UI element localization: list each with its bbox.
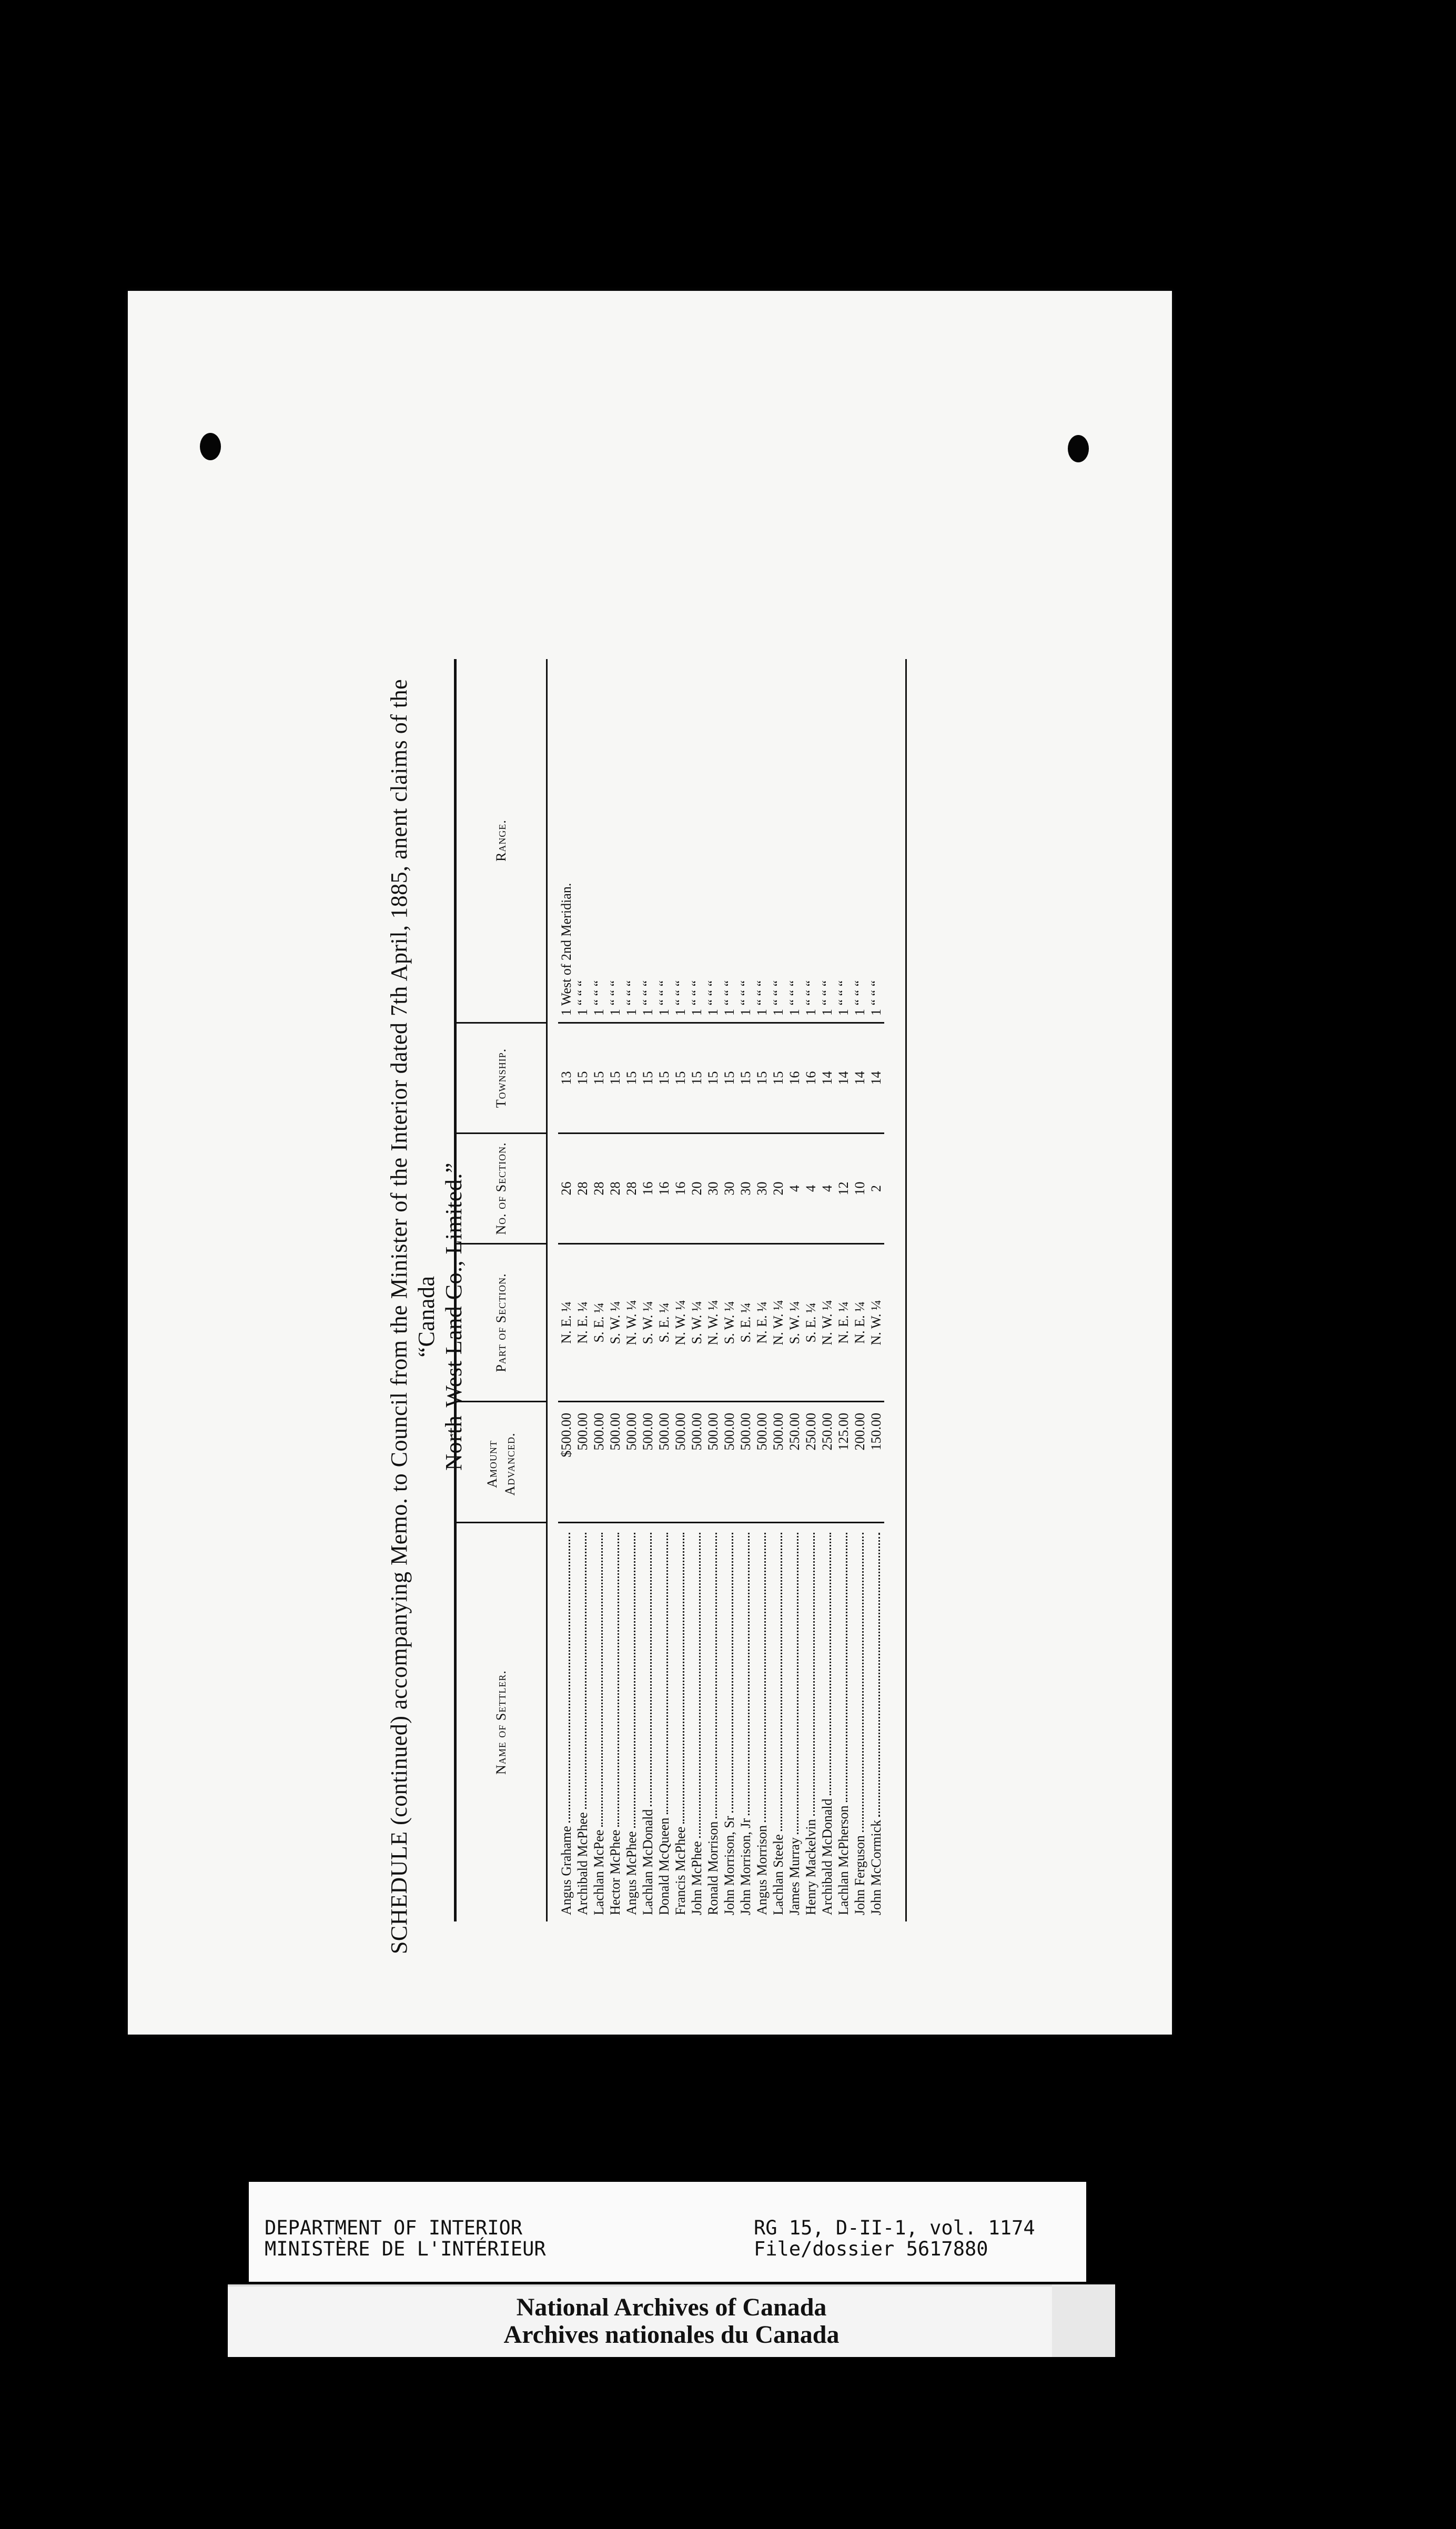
cell-name	[656, 1522, 672, 1921]
header-township: Township.	[457, 1022, 546, 1132]
cell-part: N. E. ¼	[754, 1243, 770, 1401]
cell-township: 15	[689, 1022, 705, 1132]
cell-range: 1 “ “ “	[591, 980, 606, 1016]
archives-label	[228, 2284, 1115, 2357]
table-row	[770, 659, 786, 1921]
cell-township: 14	[852, 1022, 868, 1132]
settler-name: Archibald McDonald	[820, 1798, 835, 1915]
cell-township: 15	[721, 1022, 737, 1132]
settler-name: Hector McPhee	[608, 1829, 623, 1915]
cell-section: 16	[672, 1132, 689, 1243]
cell-section: 20	[770, 1132, 786, 1243]
cell-part: N. W. ¼	[770, 1243, 786, 1401]
cell-name	[558, 1522, 574, 1921]
settler-name: Angus Morrison	[754, 1825, 770, 1915]
table-row	[786, 659, 803, 1921]
cell-part: S. W. ¼	[721, 1243, 737, 1401]
archives-french: Archives nationales du Canada	[503, 2321, 840, 2349]
cell-range: 1 “ “ “	[640, 980, 655, 1016]
cell-range: 1 West of 2nd Meridian.	[559, 883, 574, 1016]
cell-name	[672, 1522, 689, 1921]
cell-range: 1 “ “ “	[738, 980, 753, 1016]
department-label	[249, 2182, 1086, 2282]
cell-range: 1 “ “ “	[656, 980, 672, 1016]
title-line-1: SCHEDULE (continued) accompanying Memo. to Council from the Minister of the Interior dated 7th April, 1885, anent claims of the “Canada	[386, 679, 439, 1955]
dept-english: DEPARTMENT OF INTERIOR	[265, 2217, 523, 2239]
dot-leader	[562, 1533, 570, 1823]
settler-name: John McCormick	[868, 1819, 884, 1915]
dot-leader	[611, 1533, 619, 1827]
cell-range: 1 “ “ “	[705, 980, 721, 1016]
cell-amount: 500.00	[623, 1401, 640, 1522]
cell-range: 1 “ “ “	[754, 980, 770, 1016]
cell-township: 15	[574, 1022, 591, 1132]
dot-leader	[823, 1533, 831, 1795]
cell-name	[640, 1522, 656, 1921]
table-row	[705, 659, 721, 1921]
cell-amount: 500.00	[656, 1401, 672, 1522]
cell-range: 1 “ “ “	[836, 980, 851, 1016]
cell-section: 4	[819, 1132, 835, 1243]
table-row	[672, 659, 689, 1921]
cell-part: S. E. ¼	[591, 1243, 607, 1401]
table-row	[689, 659, 705, 1921]
cell-township: 15	[705, 1022, 721, 1132]
settler-name: Lachlan McPee	[591, 1829, 606, 1915]
reference-file: File/dossier 5617880	[754, 2238, 988, 2260]
dot-leader	[595, 1533, 603, 1827]
cell-section: 28	[607, 1132, 623, 1243]
table-row	[868, 659, 884, 1921]
table-row	[591, 659, 607, 1921]
header-section: No. of Section.	[457, 1132, 546, 1243]
cell-range: 1 “ “ “	[852, 980, 867, 1016]
cell-name	[737, 1522, 754, 1921]
table-row	[721, 659, 737, 1921]
dot-leader	[742, 1533, 750, 1815]
settler-name: Ronald Morrison	[705, 1821, 721, 1915]
settler-name: Archibald McPhee	[575, 1812, 590, 1915]
cell-name	[591, 1522, 607, 1921]
dot-leader	[758, 1533, 766, 1822]
cell-name	[819, 1522, 835, 1921]
cell-township: 16	[803, 1022, 819, 1132]
cell-range: 1 “ “ “	[722, 980, 737, 1016]
cell-name	[705, 1522, 721, 1921]
cell-part: S. E. ¼	[656, 1243, 672, 1401]
cell-section: 4	[803, 1132, 819, 1243]
rotated-schedule	[386, 449, 1122, 1974]
table-row	[558, 659, 574, 1921]
cell-amount: 500.00	[754, 1401, 770, 1522]
table-row	[819, 659, 835, 1921]
cell-township: 15	[623, 1022, 640, 1132]
cell-name	[607, 1522, 623, 1921]
cell-part: S. W. ¼	[689, 1243, 705, 1401]
settler-name: John McPhee	[689, 1841, 704, 1915]
settler-name: Lachlan McDonald	[640, 1809, 655, 1915]
document-page	[128, 291, 1172, 2035]
cell-name	[689, 1522, 705, 1921]
table-row	[835, 659, 852, 1921]
cell-part: N. E. ¼	[852, 1243, 868, 1401]
table-row	[656, 659, 672, 1921]
table-row	[754, 659, 770, 1921]
dot-leader	[693, 1533, 701, 1838]
cell-part: N. W. ¼	[819, 1243, 835, 1401]
cell-part: N. W. ¼	[868, 1243, 884, 1401]
cell-name	[721, 1522, 737, 1921]
cell-township: 14	[819, 1022, 835, 1132]
header-part: Part of Section.	[457, 1243, 546, 1401]
cell-township: 15	[770, 1022, 786, 1132]
cell-township: 14	[835, 1022, 852, 1132]
cell-part: N. W. ¼	[672, 1243, 689, 1401]
cell-township: 15	[607, 1022, 623, 1132]
settler-name: Angus McPhee	[624, 1831, 639, 1915]
dot-leader	[725, 1533, 733, 1813]
cell-part: S. E. ¼	[803, 1243, 819, 1401]
cell-section: 16	[640, 1132, 656, 1243]
cell-section: 30	[754, 1132, 770, 1243]
cell-name	[835, 1522, 852, 1921]
dot-leader	[807, 1533, 815, 1816]
cell-name	[623, 1522, 640, 1921]
header-range: Range.	[493, 820, 509, 862]
cell-section: 30	[705, 1132, 721, 1243]
cell-amount: 125.00	[835, 1401, 852, 1522]
cell-amount: 500.00	[689, 1401, 705, 1522]
cell-section: 28	[623, 1132, 640, 1243]
table-bottom-rule	[905, 659, 907, 1921]
cell-name	[574, 1522, 591, 1921]
punch-hole	[200, 433, 221, 460]
cell-section: 28	[591, 1132, 607, 1243]
cell-range: 1 “ “ “	[608, 980, 623, 1016]
cell-range: 1 “ “ “	[771, 980, 786, 1016]
cell-part: N. W. ¼	[705, 1243, 721, 1401]
cell-range: 1 “ “ “	[803, 980, 818, 1016]
settler-name: John Ferguson	[852, 1835, 867, 1915]
cell-township: 15	[737, 1022, 754, 1132]
cell-range: 1 “ “ “	[868, 980, 884, 1016]
cell-amount: $500.00	[558, 1401, 574, 1522]
cell-section: 20	[689, 1132, 705, 1243]
cell-section: 26	[558, 1132, 574, 1243]
cell-amount: 500.00	[574, 1401, 591, 1522]
dot-leader	[791, 1533, 798, 1834]
cell-part: N. E. ¼	[558, 1243, 574, 1401]
settler-name: James Murray	[787, 1837, 802, 1915]
dot-leader	[872, 1533, 880, 1817]
reference-volume: RG 15, D-II-1, vol. 1174	[754, 2217, 1035, 2239]
cell-amount: 250.00	[819, 1401, 835, 1522]
dot-leader	[660, 1533, 668, 1814]
table-body	[548, 659, 905, 1921]
settler-name: Francis McPhee	[673, 1826, 688, 1915]
cell-part: N. E. ¼	[835, 1243, 852, 1401]
table-row	[737, 659, 754, 1921]
settler-name: John Morrison, Sr	[722, 1816, 737, 1915]
cell-range: 1 “ “ “	[624, 980, 639, 1016]
header-name: Name of Settler.	[457, 1522, 546, 1921]
cell-part: S. W. ¼	[607, 1243, 623, 1401]
table-row	[574, 659, 591, 1921]
cell-part: S. W. ¼	[786, 1243, 803, 1401]
dept-french: MINISTÈRE DE L'INTÉRIEUR	[265, 2238, 546, 2260]
cell-section: 16	[656, 1132, 672, 1243]
dot-leader	[579, 1533, 587, 1809]
settler-name: Angus Grahame	[559, 1826, 574, 1915]
dot-leader	[856, 1533, 864, 1832]
cell-township: 14	[868, 1022, 884, 1132]
cell-name	[770, 1522, 786, 1921]
cell-township: 15	[754, 1022, 770, 1132]
cell-township: 15	[672, 1022, 689, 1132]
cell-amount: 500.00	[770, 1401, 786, 1522]
cell-amount: 500.00	[737, 1401, 754, 1522]
settler-name: Lachlan Steele	[771, 1834, 786, 1915]
settler-name: John Morrison, Jr	[738, 1818, 753, 1915]
cell-name	[786, 1522, 803, 1921]
header-amount: Amount Advanced.	[457, 1401, 546, 1522]
cell-amount: 500.00	[721, 1401, 737, 1522]
title-line-2: North-West Land Co., Limited.”	[441, 1162, 467, 1471]
settler-name: Lachlan McPherson	[836, 1805, 851, 1915]
dot-leader	[709, 1533, 717, 1818]
cell-amount: 500.00	[705, 1401, 721, 1522]
cell-amount: 200.00	[852, 1401, 868, 1522]
dot-leader	[628, 1533, 635, 1828]
cell-amount: 500.00	[672, 1401, 689, 1522]
cell-range: 1 “ “ “	[787, 980, 802, 1016]
cell-section: 10	[852, 1132, 868, 1243]
cell-range: 1 “ “ “	[673, 980, 688, 1016]
cell-range: 1 “ “ “	[575, 980, 590, 1016]
cell-township: 15	[656, 1022, 672, 1132]
cell-township: 15	[640, 1022, 656, 1132]
archives-english: National Archives of Canada	[516, 2293, 827, 2321]
cell-name	[754, 1522, 770, 1921]
dot-leader	[676, 1533, 684, 1824]
cell-amount: 500.00	[640, 1401, 656, 1522]
cell-name	[852, 1522, 868, 1921]
dot-leader	[774, 1533, 782, 1831]
cell-township: 15	[591, 1022, 607, 1132]
settler-name: Henry Mackelvin	[803, 1819, 818, 1915]
cell-township: 13	[558, 1022, 574, 1132]
cell-part: N. E. ¼	[574, 1243, 591, 1401]
cell-section: 30	[737, 1132, 754, 1243]
cell-amount: 500.00	[607, 1401, 623, 1522]
cell-name	[868, 1522, 884, 1921]
cell-section: 2	[868, 1132, 884, 1243]
cell-section: 4	[786, 1132, 803, 1243]
table-row	[607, 659, 623, 1921]
table-header	[457, 659, 546, 1921]
cell-part: S. W. ¼	[640, 1243, 656, 1401]
cell-amount: 150.00	[868, 1401, 884, 1522]
cell-part: S. E. ¼	[737, 1243, 754, 1401]
table-row	[623, 659, 640, 1921]
table-row	[852, 659, 868, 1921]
cell-name	[803, 1522, 819, 1921]
cell-range: 1 “ “ “	[689, 980, 704, 1016]
cell-range: 1 “ “ “	[820, 980, 835, 1016]
dot-leader	[644, 1533, 652, 1806]
settler-name: Donald McQueen	[656, 1817, 672, 1915]
cell-amount: 250.00	[786, 1401, 803, 1522]
table-row	[803, 659, 819, 1921]
dot-leader	[840, 1533, 847, 1802]
cell-part: N. W. ¼	[623, 1243, 640, 1401]
cell-township: 16	[786, 1022, 803, 1132]
cell-section: 30	[721, 1132, 737, 1243]
cell-amount: 250.00	[803, 1401, 819, 1522]
cell-section: 12	[835, 1132, 852, 1243]
cell-section: 28	[574, 1132, 591, 1243]
table-row	[640, 659, 656, 1921]
schedule-table	[454, 659, 907, 1921]
cell-amount: 500.00	[591, 1401, 607, 1522]
